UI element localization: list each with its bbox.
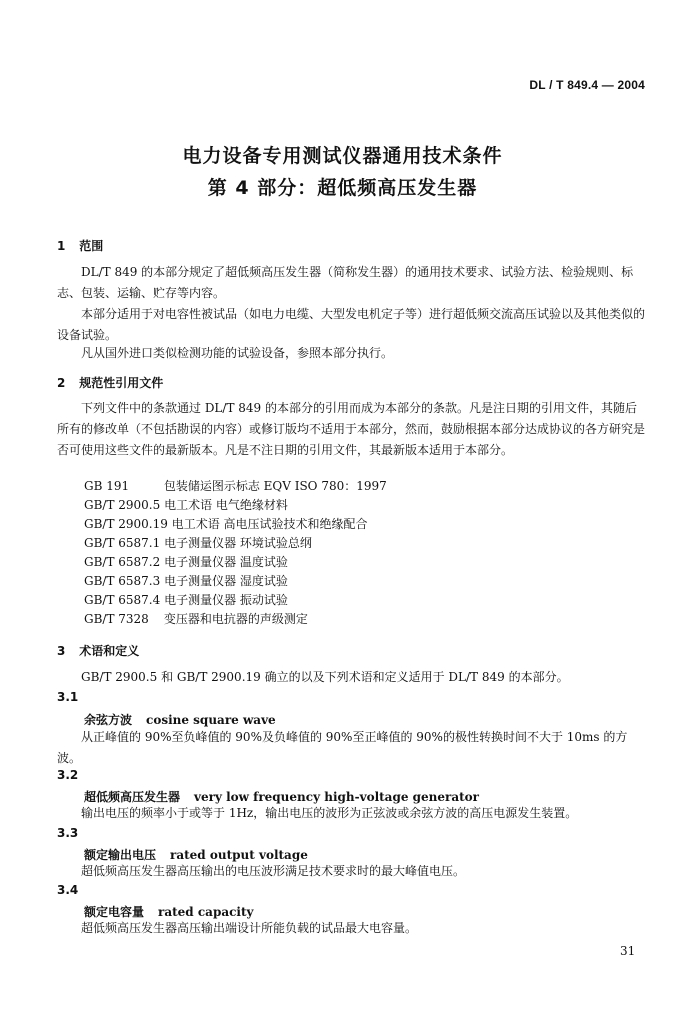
section-title: 术语和定义 (79, 644, 140, 658)
clause-number: 3.2 (57, 768, 79, 782)
reference-title: 变压器和电抗器的声级测定 (163, 612, 308, 626)
term-definition (57, 727, 647, 769)
reference-title: 包装储运图示标志 EQV ISO 780：1997 (163, 479, 387, 493)
document-subtitle: 第 4 部分：超低频高压发生器 (207, 177, 478, 199)
page-number: 31 (620, 944, 636, 958)
term-zh: 余弦方波 (84, 713, 133, 727)
paragraph (57, 262, 647, 304)
term-definition (57, 861, 647, 882)
paragraph-text: 凡从国外进口类似检测功能的试验设备，参照本部分执行。 (81, 346, 394, 360)
paragraph (57, 667, 647, 688)
paragraph-text: GB/T 2900.5 和 GB/T 2900.19 确立的以及下列术语和定义适用于 DL/T 849 的本部分。 (81, 670, 569, 684)
term-en: cosine square wave (146, 713, 276, 727)
reference-code: GB/T 7328 (84, 612, 149, 626)
term-en: rated output voltage (170, 848, 308, 862)
section-title: 范围 (79, 239, 104, 253)
term-definition (57, 918, 647, 939)
section-heading (57, 237, 103, 254)
term-zh: 额定输出电压 (84, 848, 157, 862)
section-title: 规范性引用文件 (79, 376, 164, 390)
definition-text: 从正峰值的 90%至负峰值的 90%及负峰值的 90%至正峰值的 90%的极性转换时间不大于 10ms 的方波。 (57, 730, 628, 765)
section-number: 3 (57, 644, 66, 658)
reference-item (84, 610, 308, 627)
reference-code: GB/T 6587.3 (84, 574, 161, 588)
reference-title: 电子测量仪器 温度试验 (164, 555, 288, 569)
reference-code: GB/T 6587.4 (84, 593, 161, 607)
clause-number: 3.1 (57, 690, 79, 704)
term-heading (84, 711, 276, 728)
reference-title: 电工术语 电气绝缘材料 (164, 498, 288, 512)
reference-item (84, 515, 368, 532)
section-number: 1 (57, 239, 66, 253)
definition-text: 超低频高压发生器高压输出端设计所能负载的试品最大电容量。 (81, 921, 418, 935)
section-heading (57, 374, 163, 391)
reference-item (84, 553, 288, 570)
reference-title: 电子测量仪器 振动试验 (164, 593, 288, 607)
reference-title: 电子测量仪器 环境试验总纲 (164, 536, 312, 550)
clause-number: 3.4 (57, 883, 79, 897)
section-number: 2 (57, 376, 66, 390)
document-title: 电力设备专用测试仪器通用技术条件 (182, 145, 503, 167)
reference-code: GB 191 (84, 479, 130, 493)
term-zh: 额定电容量 (84, 905, 145, 919)
definition-text: 超低频高压发生器高压输出的电压波形满足技术要求时的最大峰值电压。 (81, 864, 466, 878)
reference-item (84, 534, 312, 551)
standard-code: DL / T 849.4 — 2004 (529, 78, 645, 92)
reference-title: 电子测量仪器 湿度试验 (164, 574, 288, 588)
paragraph (57, 304, 647, 346)
reference-code: GB/T 6587.1 (84, 536, 161, 550)
paragraph-text: 下列文件中的条款通过 DL/T 849 的本部分的引用而成为本部分的条款。凡是注日期的引用文件，其随后所有的修改单（不包括勘误的内容）或修订版均不适用于本部分，然而，鼓励根据本部分达成协议的各方研究是否可使用这些文件的最新版本。凡是不注日期的引用文件，其最新版本适用于本部分。 (57, 401, 646, 457)
term-zh: 超低频高压发生器 (84, 790, 181, 804)
reference-item (84, 477, 387, 494)
clause-number: 3.3 (57, 826, 79, 840)
reference-code: GB/T 6587.2 (84, 555, 161, 569)
reference-item (84, 572, 288, 589)
reference-title: 电工术语 高电压试验技术和绝缘配合 (171, 517, 368, 531)
paragraph-text: 本部分适用于对电容性被试品（如电力电缆、大型发电机定子等）进行超低频交流高压试验以及其他类似的设备试验。 (57, 307, 646, 342)
paragraph (57, 398, 647, 461)
reference-code: GB/T 2900.19 (84, 517, 168, 531)
term-definition (57, 803, 647, 824)
reference-item (84, 591, 288, 608)
paragraph-text: DL/T 849 的本部分规定了超低频高压发生器（简称发生器）的通用技术要求、试验方法、检验规则、标志、包装、运输、贮存等内容。 (57, 265, 634, 300)
section-heading (57, 642, 139, 659)
term-en: very low frequency high-voltage generator (194, 790, 480, 804)
reference-code: GB/T 2900.5 (84, 498, 161, 512)
definition-text: 输出电压的频率小于或等于 1Hz，输出电压的波形为正弦波或余弦方波的高压电源发生装置。 (81, 806, 578, 820)
paragraph (57, 343, 647, 364)
term-en: rated capacity (158, 905, 254, 919)
reference-item (84, 496, 288, 513)
